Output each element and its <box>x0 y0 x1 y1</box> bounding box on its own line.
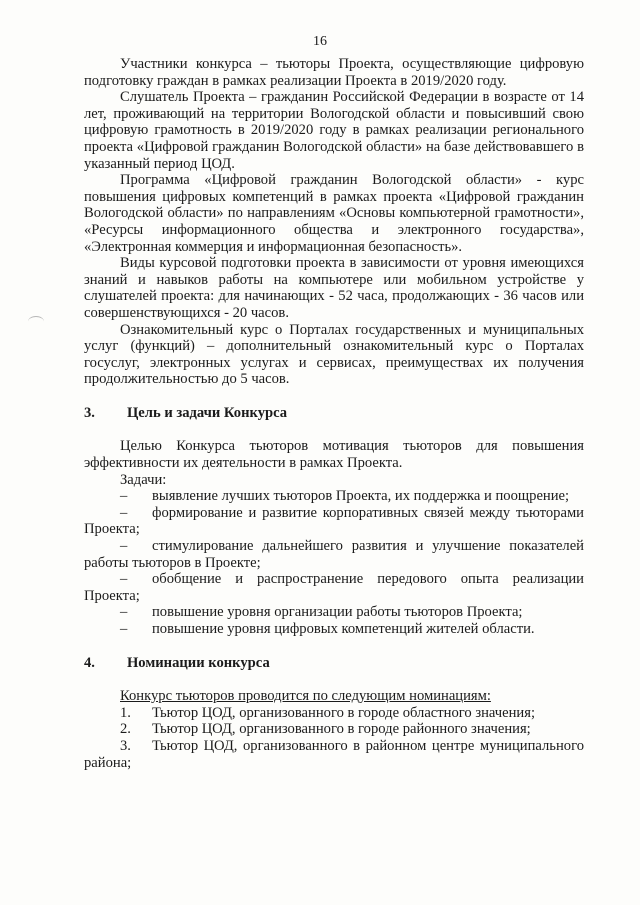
tasks-label: Задачи: <box>120 471 167 488</box>
spacer <box>84 671 584 688</box>
task-text: повышение уровня цифровых компетенций жителей области. <box>152 621 535 637</box>
nomination-text: Тьютор ЦОД, организованного в городе районного значения; <box>152 721 531 738</box>
nomination-number: 1. <box>120 704 131 721</box>
task-text: стимулирование дальнейшего развития и улучшение показателей работы тьюторов в Проекте; <box>84 538 584 571</box>
nomination-text: Тьютор ЦОД, организованного в городе областного значения; <box>152 704 536 721</box>
nominations-lead-text: Конкурс тьюторов проводится по следующим номинациям: <box>120 688 491 705</box>
intro-paragraph: Ознакомительный курс о Порталах государственных и муниципальных услуг (функций) – дополнительный ознакомительный курс о Порталах госуслуг, электронных услугах и сервисах, преимуществах их получения продолжительностью до 5 часов. <box>84 321 584 388</box>
page-body <box>84 56 584 771</box>
task-text: обобщение и распространение передового опыта реализации Проекта; <box>84 571 584 604</box>
nominations-lead <box>84 688 584 705</box>
nomination-item <box>84 738 584 771</box>
goal-paragraph: Целью Конкурса тьюторов мотивация тьюторов для повышения эффективности их деятельности в рамках Проекта. <box>84 438 584 472</box>
nomination-item <box>84 721 584 738</box>
dash-marker: – <box>120 488 128 505</box>
intro-paragraph: Виды курсовой подготовки проекта в зависимости от уровня имеющихся знаний и навыков работы на компьютере или мобильном устройстве у слушателей проекта: для начинающих - 52 часа, продолжающих - 36 часов или совершенствующихся - 20 часов. <box>84 255 584 321</box>
task-text: повышение уровня организации работы тьюторов Проекта; <box>152 604 523 621</box>
intro-paragraph: Слушатель Проекта – гражданин Российской Федерации в возрасте от 14 лет, проживающий на территории Вологодской области и повысивший свою цифровую грамотность в 2019/2020 году в рамках реализации регионального проекта «Цифровой гражданин Вологодской области» на базе действовавшего в указанный период ЦОД. <box>84 89 584 172</box>
task-text: формирование и развитие корпоративных связей между тьюторами Проекта; <box>84 504 584 538</box>
spacer <box>84 421 584 438</box>
section-3-number: 3. <box>84 404 95 421</box>
task-item <box>84 621 584 638</box>
intro-paragraph: Участники конкурса – тьюторы Проекта, осуществляющие цифровую подготовку граждан в рамках реализации Проекта в 2019/2020 году. <box>84 56 584 89</box>
task-item <box>84 505 584 538</box>
task-item <box>84 488 584 505</box>
dash-marker: – <box>120 621 128 637</box>
task-item <box>84 604 584 621</box>
section-4-number: 4. <box>84 654 95 671</box>
nomination-item <box>84 705 584 722</box>
nomination-text: Тьютор ЦОД, организованного в районном центре муниципального района; <box>84 737 584 771</box>
intro-paragraph: Программа «Цифровой гражданин Вологодской области» - курс повышения цифровых компетенций в рамках проекта «Цифровой гражданин Вологодской области» по направлениям «Основы компьютерной грамотности», «Ресурсы информационного общества и электронного государства», «Электронная коммерция и информационная безопасность». <box>84 172 584 255</box>
section-3-title: Цель и задачи Конкурса <box>126 404 288 421</box>
section-3-heading <box>84 405 584 422</box>
spacer <box>84 388 584 405</box>
section-4-heading <box>84 655 584 672</box>
page-number: 16 <box>313 34 327 49</box>
dash-marker: – <box>120 604 128 621</box>
nomination-number: 2. <box>120 721 131 738</box>
task-text: выявление лучших тьюторов Проекта, их поддержка и поощрение; <box>152 488 570 505</box>
task-item <box>84 571 584 604</box>
spacer <box>84 638 584 655</box>
section-4-title: Номинации конкурса <box>126 654 270 671</box>
dash-marker: – <box>120 538 128 555</box>
task-item <box>84 538 584 571</box>
margin-mark <box>28 316 44 327</box>
dash-marker: – <box>120 504 128 521</box>
nomination-number: 3. <box>120 737 131 754</box>
dash-marker: – <box>120 571 128 588</box>
